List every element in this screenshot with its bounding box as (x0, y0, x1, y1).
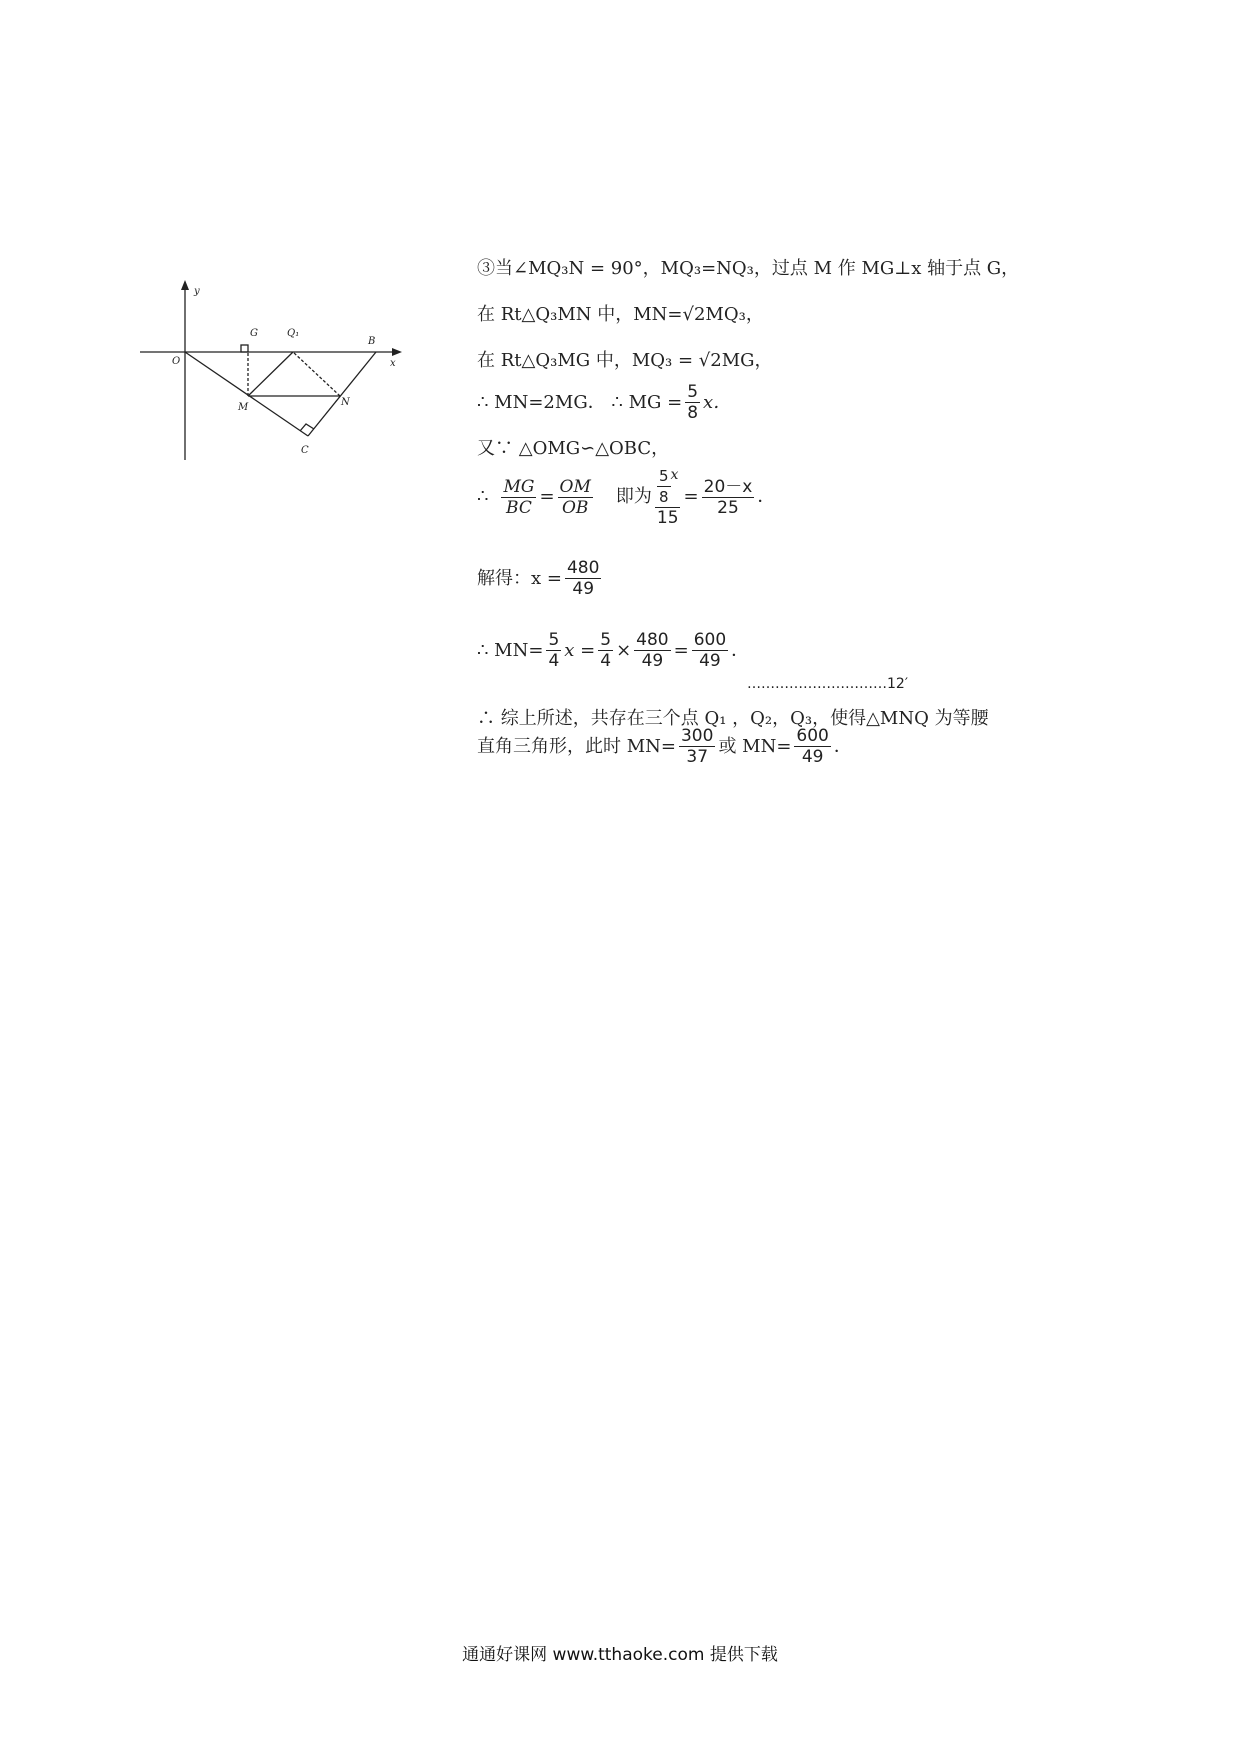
fraction-5-4 (546, 630, 561, 671)
segment-OC (185, 352, 308, 436)
solution-line-1: ③当∠MQ₃N = 90°，MQ₃=NQ₃，过点 M 作 MG⊥x 轴于点 G， (477, 258, 1020, 279)
y-axis-arrow-icon (181, 280, 189, 290)
fraction-5-8 (685, 382, 700, 423)
fraction-numerator: 480 (566, 558, 600, 578)
fraction-OM-OB (558, 477, 593, 518)
fraction-numerator: MG (503, 476, 535, 497)
label-y: y (194, 286, 200, 297)
right-angle-mark-G (241, 345, 248, 352)
equals-sign: = (539, 486, 555, 508)
fraction-numerator: 5 (548, 630, 560, 650)
solution-line-8 (477, 630, 749, 671)
fraction-denominator: 8 (687, 403, 699, 423)
score-mark: …………………………12′ (747, 676, 908, 692)
fraction-numerator: 600 (796, 726, 829, 746)
solution-line-4 (477, 382, 731, 423)
line8-x-equals: x = (564, 639, 596, 661)
line10-or: 或 MN= (718, 735, 792, 757)
fraction-numerator: 300 (680, 726, 714, 746)
fraction-denominator: OB (562, 497, 589, 518)
label-G: G (250, 328, 258, 339)
x-axis-arrow-icon (392, 348, 402, 356)
fraction-480-49-b (634, 630, 670, 671)
fraction-600-49-b (794, 726, 830, 767)
variable-x: x (670, 466, 679, 483)
fraction-numerator (655, 466, 680, 508)
label-C: C (301, 445, 309, 456)
line6-mid-text: 即为 (615, 486, 652, 508)
line8-prefix: ∴ MN= (477, 639, 544, 661)
fraction-5-4-b (598, 630, 613, 671)
solution-line-9: ∴ 综上所述，共存在三个点 Q₁ ，Q₂，Q₃，使得△MNQ 为等腰 (477, 708, 989, 729)
period: ． (757, 486, 776, 508)
solution-line-2: 在 Rt△Q₃MN 中，MN=√2MQ₃， (477, 304, 764, 325)
solution-line-7 (477, 558, 604, 599)
fraction-20-x-25 (702, 477, 755, 518)
fraction-denominator: 49 (572, 579, 595, 599)
segment-NQ1 (293, 352, 340, 396)
fraction-denominator: 8 (658, 488, 669, 506)
fraction-denominator: 15 (656, 508, 679, 528)
label-x: x (390, 358, 396, 369)
solution-line-6 (477, 466, 775, 528)
line7-prefix: 解得：x = (477, 567, 562, 589)
fraction-numerator: 5 (600, 630, 612, 650)
fraction-denominator: 49 (641, 651, 664, 671)
label-M: M (238, 402, 249, 413)
fraction-480-49 (565, 558, 601, 599)
fraction-600-49 (692, 630, 728, 671)
fraction-denominator: 4 (600, 651, 612, 671)
fraction-numerator: 20－x (703, 476, 753, 497)
period: ． (833, 735, 852, 757)
solution-line-3: 在 Rt△Q₃MG 中，MQ₃ = √2MG， (477, 350, 773, 371)
fraction-numerator: 480 (636, 630, 669, 650)
fraction-denominator: BC (506, 497, 532, 518)
page-footer: 通通好课网 www.tthaoke.com 提供下载 (462, 1645, 778, 1665)
fraction-numerator: 5 (687, 382, 699, 402)
fraction-denominator: 4 (548, 651, 560, 671)
label-B: B (368, 336, 376, 347)
inner-fraction (657, 466, 671, 507)
line10-prefix: 直角三角形，此时 MN= (477, 735, 676, 757)
fraction-denominator: 49 (699, 651, 721, 671)
right-angle-mark-C (300, 424, 314, 431)
equals-sign: = (683, 486, 699, 508)
fraction-300-37 (679, 726, 715, 767)
fraction-numerator: 5 (658, 467, 669, 485)
equals-sign: = (673, 639, 689, 661)
solution-line-10 (477, 726, 852, 767)
fraction-denominator: 49 (801, 747, 824, 767)
geometry-figure (140, 286, 460, 530)
solution-line-5: 又∵ △OMG∽△OBC， (477, 438, 670, 459)
label-Q1: Q₁ (287, 328, 300, 339)
fraction-numerator: 600 (693, 630, 727, 650)
fraction-MG-BC (501, 477, 536, 518)
fraction-denominator: 25 (717, 497, 739, 518)
period: ． (731, 639, 750, 661)
line4-suffix: x． (703, 391, 732, 413)
therefore-symbol: ∴ (477, 486, 489, 508)
times-sign: × (616, 639, 632, 661)
label-N: N (341, 397, 350, 408)
fraction-numerator: OM (559, 476, 591, 497)
fraction-complex (655, 466, 681, 528)
fraction-denominator: 37 (686, 747, 709, 767)
label-O: O (172, 356, 181, 367)
line4-prefix: ∴ MN=2MG． ∴ MG = (477, 391, 683, 413)
segment-MQ1 (248, 352, 293, 396)
